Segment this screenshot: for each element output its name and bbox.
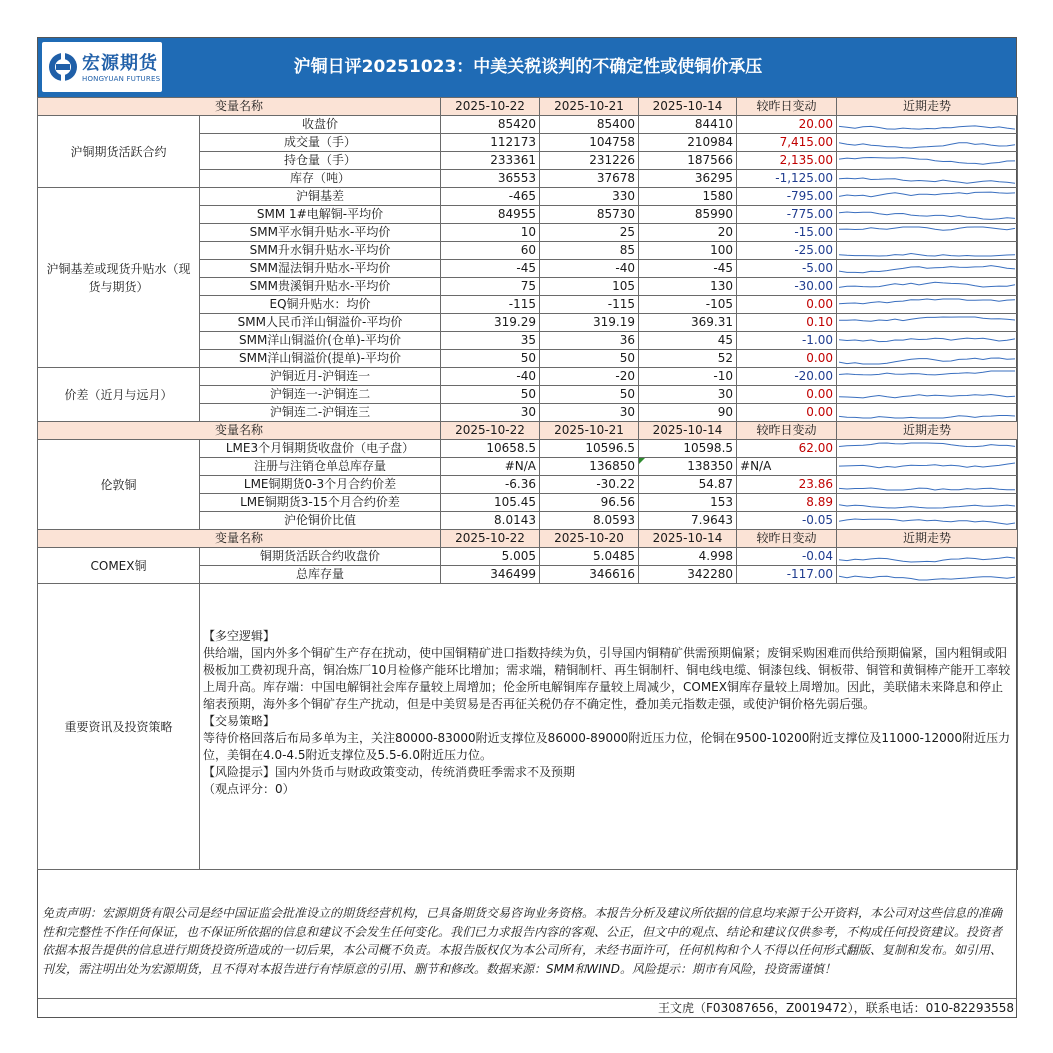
strategy-text	[200, 584, 1018, 870]
column-header: 2025-10-14	[639, 98, 737, 116]
table-row	[38, 548, 1018, 566]
column-header: 2025-10-22	[441, 530, 540, 548]
score-text: （观点评分：0）	[203, 782, 295, 796]
value-cell: 50	[540, 386, 639, 404]
trend-sparkline	[839, 315, 1015, 330]
value-cell: 112173	[441, 134, 540, 152]
logic-title: 【多空逻辑】	[203, 629, 276, 643]
sparkline-cell	[837, 296, 1018, 314]
variable-name: 沪铜基差	[200, 188, 441, 206]
value-cell: 37678	[540, 170, 639, 188]
value-cell: 85990	[639, 206, 737, 224]
value-cell: 104758	[540, 134, 639, 152]
change-cell: #N/A	[737, 458, 837, 476]
value-cell: 10596.5	[540, 440, 639, 458]
change-cell: 0.10	[737, 314, 837, 332]
value-cell: 342280	[639, 566, 737, 584]
trend-sparkline	[839, 369, 1015, 384]
trend-sparkline	[839, 135, 1015, 150]
value-cell: #N/A	[441, 458, 540, 476]
variable-name: SMM平水铜升贴水-平均价	[200, 224, 441, 242]
column-header: 2025-10-14	[639, 422, 737, 440]
trend-sparkline	[839, 279, 1015, 294]
section-header-row	[38, 98, 1018, 116]
variable-name: 库存（吨）	[200, 170, 441, 188]
strategy-label: 重要资讯及投资策略	[38, 584, 200, 870]
variable-name: SMM升水铜升贴水-平均价	[200, 242, 441, 260]
value-cell: 346499	[441, 566, 540, 584]
value-cell: 210984	[639, 134, 737, 152]
change-cell: -117.00	[737, 566, 837, 584]
sparkline-cell	[837, 332, 1018, 350]
value-cell: 52	[639, 350, 737, 368]
sparkline-cell	[837, 512, 1018, 530]
trend-sparkline	[839, 495, 1015, 510]
change-cell: -0.05	[737, 512, 837, 530]
sparkline-cell	[837, 314, 1018, 332]
change-cell: -1.00	[737, 332, 837, 350]
variable-name: 持仓量（手）	[200, 152, 441, 170]
value-cell: -40	[540, 260, 639, 278]
column-header: 2025-10-22	[441, 98, 540, 116]
company-logo	[42, 42, 162, 92]
section-header-row	[38, 422, 1018, 440]
report-title: 沪铜日评20251023：中美关税谈判的不确定性或使铜价承压	[293, 57, 763, 77]
value-cell: 8.0143	[441, 512, 540, 530]
value-cell: 36295	[639, 170, 737, 188]
change-cell: -15.00	[737, 224, 837, 242]
value-cell: -10	[639, 368, 737, 386]
logic-text: 供给端，国内外多个铜矿生产存在扰动，使中国铜精矿进口指数持续为负，引导国内铜精矿供需预期偏紧；废铜采购困难而供给预期偏紧，国内粗铜或阳极板加工费初现升高，铜冶炼厂10月检修产能环比增加；需求端，精铜制杆、再生铜制杆、铜电线电缆、铜漆包线、铜板带、铜管和黄铜棒产能开工率较上周升高。库存端：中国电解铜社会库存量较上周增加；伦金所电解铜库存量较上周减少，COMEX铜库存量较上周增加。因此，美联储未来降息和停止缩表预期，海外多个铜矿存生产扰动，但是中美贸易是否再征关税仍存不确定性，叠加美元指数走强，或使沪铜价格先弱后强。	[203, 646, 1011, 711]
value-cell: -115	[441, 296, 540, 314]
sparkline-cell	[837, 260, 1018, 278]
value-cell: -20	[540, 368, 639, 386]
table-row	[38, 116, 1018, 134]
sparkline-cell	[837, 566, 1018, 584]
table-row	[38, 368, 1018, 386]
variable-name: SMM贵溪铜升贴水-平均价	[200, 278, 441, 296]
change-cell: 62.00	[737, 440, 837, 458]
change-cell: 23.86	[737, 476, 837, 494]
trend-sparkline	[839, 567, 1015, 582]
column-header: 近期走势	[837, 98, 1018, 116]
trend-sparkline	[839, 243, 1015, 258]
trend-sparkline	[839, 333, 1015, 348]
value-cell: 105.45	[441, 494, 540, 512]
value-cell: 7.9643	[639, 512, 737, 530]
group-name: 伦敦铜	[38, 440, 200, 530]
trend-sparkline	[839, 351, 1015, 366]
change-cell: 20.00	[737, 116, 837, 134]
data-table	[37, 97, 1018, 870]
column-header: 较昨日变动	[737, 422, 837, 440]
value-cell: 36	[540, 332, 639, 350]
value-cell: 96.56	[540, 494, 639, 512]
value-cell: -30.22	[540, 476, 639, 494]
hongyuan-logo-icon	[48, 49, 78, 85]
value-cell: 10598.5	[639, 440, 737, 458]
value-cell: 90	[639, 404, 737, 422]
sparkline-cell	[837, 206, 1018, 224]
value-cell: 4.998	[639, 548, 737, 566]
sparkline-cell	[837, 134, 1018, 152]
risk-text: 国内外货币与财政政策变动，传统消费旺季需求不及预期	[275, 765, 576, 779]
value-cell: 25	[540, 224, 639, 242]
value-cell: -465	[441, 188, 540, 206]
change-cell: -25.00	[737, 242, 837, 260]
table-row	[38, 188, 1018, 206]
value-cell: 5.005	[441, 548, 540, 566]
trend-sparkline	[839, 153, 1015, 168]
variable-name: SMM湿法铜升贴水-平均价	[200, 260, 441, 278]
column-header: 较昨日变动	[737, 530, 837, 548]
report-page	[37, 37, 1017, 1018]
value-cell: 30	[639, 386, 737, 404]
sparkline-cell	[837, 440, 1018, 458]
group-name: COMEX铜	[38, 548, 200, 584]
logo-cn: 宏源期货	[82, 53, 158, 74]
column-header: 变量名称	[38, 98, 441, 116]
sparkline-cell	[837, 188, 1018, 206]
variable-name: 沪铜连一-沪铜连二	[200, 386, 441, 404]
trend-sparkline	[839, 387, 1015, 402]
value-cell: -40	[441, 368, 540, 386]
value-cell: 60	[441, 242, 540, 260]
value-cell: 5.0485	[540, 548, 639, 566]
value-cell: 100	[639, 242, 737, 260]
sparkline-cell	[837, 116, 1018, 134]
value-cell: 330	[540, 188, 639, 206]
column-header: 2025-10-21	[540, 422, 639, 440]
column-header: 近期走势	[837, 422, 1018, 440]
sparkline-cell	[837, 458, 1018, 476]
value-cell: 45	[639, 332, 737, 350]
sparkline-cell	[837, 494, 1018, 512]
value-cell: 54.87	[639, 476, 737, 494]
value-cell: 35	[441, 332, 540, 350]
report-header	[38, 38, 1016, 97]
value-cell: 85400	[540, 116, 639, 134]
change-cell: 0.00	[737, 350, 837, 368]
value-cell: 50	[441, 350, 540, 368]
value-cell: 84955	[441, 206, 540, 224]
trend-sparkline	[839, 477, 1015, 492]
value-cell: 130	[639, 278, 737, 296]
sparkline-cell	[837, 278, 1018, 296]
trend-sparkline	[839, 189, 1015, 204]
value-cell: 369.31	[639, 314, 737, 332]
trend-sparkline	[839, 513, 1015, 528]
trend-sparkline	[839, 405, 1015, 420]
variable-name: EQ铜升贴水：均价	[200, 296, 441, 314]
variable-name: 沪铜近月-沪铜连一	[200, 368, 441, 386]
value-cell: 50	[540, 350, 639, 368]
value-cell: 84410	[639, 116, 737, 134]
change-cell: -5.00	[737, 260, 837, 278]
variable-name: SMM人民币洋山铜溢价-平均价	[200, 314, 441, 332]
change-cell: 7,415.00	[737, 134, 837, 152]
variable-name: 收盘价	[200, 116, 441, 134]
column-header: 2025-10-20	[540, 530, 639, 548]
sparkline-cell	[837, 152, 1018, 170]
sparkline-cell	[837, 170, 1018, 188]
variable-name: 铜期货活跃合约收盘价	[200, 548, 441, 566]
column-header: 2025-10-21	[540, 98, 639, 116]
value-cell: 136850	[540, 458, 639, 476]
value-cell: 85730	[540, 206, 639, 224]
change-cell: 0.00	[737, 296, 837, 314]
value-cell: -45	[441, 260, 540, 278]
sparkline-cell	[837, 404, 1018, 422]
group-name: 沪铜期货活跃合约	[38, 116, 200, 188]
trend-sparkline	[839, 225, 1015, 240]
strategy-row	[38, 584, 1018, 870]
value-cell: 85420	[441, 116, 540, 134]
variable-name: SMM 1#电解铜-平均价	[200, 206, 441, 224]
value-cell: 30	[540, 404, 639, 422]
variable-name: SMM洋山铜溢价(提单)-平均价	[200, 350, 441, 368]
column-header: 2025-10-22	[441, 422, 540, 440]
change-cell: -0.04	[737, 548, 837, 566]
column-header: 变量名称	[38, 422, 441, 440]
value-cell: 10658.5	[441, 440, 540, 458]
value-cell: 319.19	[540, 314, 639, 332]
trend-sparkline	[839, 297, 1015, 312]
change-cell: -775.00	[737, 206, 837, 224]
value-cell: 10	[441, 224, 540, 242]
trend-sparkline	[839, 441, 1015, 456]
trend-sparkline	[839, 549, 1015, 564]
logo-en: HONGYUAN FUTURES	[82, 75, 161, 83]
value-cell: 85	[540, 242, 639, 260]
variable-name: LME铜期货0-3个月合约价差	[200, 476, 441, 494]
change-cell: -1,125.00	[737, 170, 837, 188]
value-cell: 8.0593	[540, 512, 639, 530]
analyst-contact: 王文虎（F03087656，Z0019472），联系电话：010-82293558	[38, 998, 1016, 1017]
change-cell: -795.00	[737, 188, 837, 206]
change-cell: -30.00	[737, 278, 837, 296]
sparkline-cell	[837, 476, 1018, 494]
sparkline-cell	[837, 350, 1018, 368]
variable-name: LME铜期货3-15个月合约价差	[200, 494, 441, 512]
trade-title: 【交易策略】	[203, 714, 276, 728]
value-cell: -6.36	[441, 476, 540, 494]
change-cell: -20.00	[737, 368, 837, 386]
column-header: 近期走势	[837, 530, 1018, 548]
variable-name: 总库存量	[200, 566, 441, 584]
value-cell: 30	[441, 404, 540, 422]
value-cell: 50	[441, 386, 540, 404]
column-header: 2025-10-14	[639, 530, 737, 548]
sparkline-cell	[837, 224, 1018, 242]
value-cell: 233361	[441, 152, 540, 170]
value-cell: 36553	[441, 170, 540, 188]
value-cell: -105	[639, 296, 737, 314]
value-cell: 75	[441, 278, 540, 296]
variable-name: 成交量（手）	[200, 134, 441, 152]
table-row	[38, 440, 1018, 458]
value-cell: -115	[540, 296, 639, 314]
sparkline-cell	[837, 386, 1018, 404]
value-cell: 138350	[639, 458, 737, 476]
value-cell: 20	[639, 224, 737, 242]
change-cell: 8.89	[737, 494, 837, 512]
trend-sparkline	[839, 207, 1015, 222]
sparkline-cell	[837, 368, 1018, 386]
risk-title: 【风险提示】	[203, 765, 276, 779]
column-header: 变量名称	[38, 530, 441, 548]
group-name: 沪铜基差或现货升贴水（现货与期货）	[38, 188, 200, 368]
value-cell: 1580	[639, 188, 737, 206]
value-cell: 187566	[639, 152, 737, 170]
variable-name: SMM洋山铜溢价(仓单)-平均价	[200, 332, 441, 350]
sparkline-cell	[837, 242, 1018, 260]
value-cell: -45	[639, 260, 737, 278]
group-name: 价差（近月与远月）	[38, 368, 200, 422]
change-cell: 0.00	[737, 404, 837, 422]
trend-sparkline	[839, 171, 1015, 186]
value-cell: 153	[639, 494, 737, 512]
trade-text: 等待价格回落后布局多单为主，关注80000-83000附近支撑位及86000-89000附近压力位，伦铜在9500-10200附近支撑位及11000-12000附近压力位，美铜在4.0-4.5附近支撑位及5.5-6.0附近压力位。	[203, 731, 1011, 762]
value-cell: 105	[540, 278, 639, 296]
trend-sparkline	[839, 261, 1015, 276]
sparkline-cell	[837, 548, 1018, 566]
section-header-row	[38, 530, 1018, 548]
change-cell: 2,135.00	[737, 152, 837, 170]
variable-name: 注册与注销仓单总库存量	[200, 458, 441, 476]
variable-name: 沪铜连二-沪铜连三	[200, 404, 441, 422]
trend-sparkline	[839, 117, 1015, 132]
value-cell: 231226	[540, 152, 639, 170]
change-cell: 0.00	[737, 386, 837, 404]
column-header: 较昨日变动	[737, 98, 837, 116]
value-cell: 346616	[540, 566, 639, 584]
trend-sparkline	[839, 459, 1015, 474]
variable-name: LME3个月铜期货收盘价（电子盘）	[200, 440, 441, 458]
disclaimer: 免责声明：宏源期货有限公司是经中国证监会批准设立的期货经营机构，已具备期货交易咨询业务资格。本报告分析及建议所依据的信息均来源于公开资料，本公司对这些信息的准确性和完整性不作任何保证，也不保证所依据的信息和建议不会发生任何变化。我们已力求报告内容的客观、公正，但文中的观点、结论和建议仅供参考，不构成任何投资建议。投资者依据本报告提供的信息进行期货投资所造成的一切后果，本公司概不负责。本报告版权仅为本公司所有，未经书面许可，任何机构和个人不得以任何形式翻版、复制和发布。如引用、刊发，需注明出处为宏源期货，且不得对本报告进行有悖原意的引用、删节和修改。数据来源：SMM和WIND。风险提示：期市有风险，投资需谨慎！	[42, 906, 1003, 976]
variable-name: 沪伦铜价比值	[200, 512, 441, 530]
value-cell: 319.29	[441, 314, 540, 332]
